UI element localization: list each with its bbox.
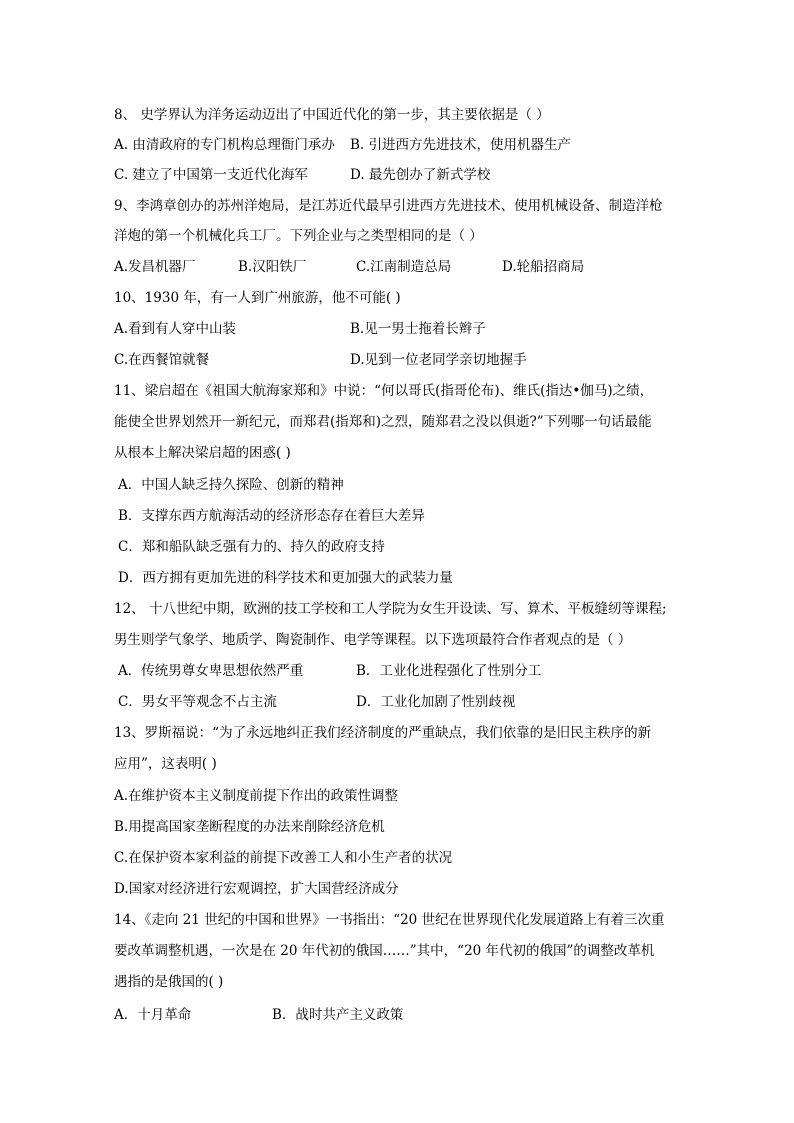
question-8-stem-text: 8、 史学界认为洋务运动迈出了中国近代化的第一步，其主要依据是（ ） <box>114 107 550 123</box>
question-8-option-d: D. 最先创办了新式学校 <box>350 167 491 183</box>
question-11-option-a: A．中国人缺乏持久探险、创新的精神 <box>118 477 344 493</box>
question-12-option-a: A．传统男尊女卑思想依然严重 <box>118 663 304 679</box>
question-12-stem-text-2: 男生则学气象学、地质学、陶瓷制作、电学等课程。以下选项最符合作者观点的是（ ） <box>114 632 632 648</box>
question-11-stem-text-1: 11、梁启超在《祖国大航海家郑和》中说：“何以哥氏(指哥伦布)、维氏(指达•伽马)之绩， <box>114 383 654 399</box>
question-10-option-b: B.见一男士拖着长辫子 <box>350 321 486 337</box>
question-9-option-c: C.江南制造总局 <box>356 259 452 275</box>
question-8-option-b: B. 引进西方先进技术，使用机器生产 <box>350 137 572 153</box>
question-13-option-d: D.国家对经济进行宏观调控，扩大国营经济成分 <box>114 881 399 897</box>
question-9-option-a: A.发昌机器厂 <box>114 259 196 275</box>
question-11-option-b: B．支撑东西方航海活动的经济形态存在着巨大差异 <box>118 508 425 524</box>
question-11-option-c: C．郑和船队缺乏强有力的、持久的政府支持 <box>118 539 385 555</box>
question-14-stem-text-1: 14、《走向 21 世纪的中国和世界》一书指出：“20 世纪在世界现代化发展道路上有着三次重 <box>114 912 665 928</box>
question-9-option-d: D.轮船招商局 <box>502 259 585 275</box>
question-9-stem-text-2: 洋炮的第一个机械化兵工厂。下列企业与之类型相同的是（ ） <box>114 228 483 244</box>
question-13-stem-text-1: 13、罗斯福说：“为了永远地纠正我们经济制度的严重缺点，我们依靠的是旧民主秩序的新 <box>114 725 652 741</box>
question-11-stem-text-2: 能使全世界划然开一新纪元，而郑君(指郑和)之烈，随郑君之没以俱逝?”下列哪一句话最能 <box>114 414 652 430</box>
question-10-option-d: D.见到一位老同学亲切地握手 <box>350 352 527 368</box>
question-13-option-b: B.用提高国家垄断程度的办法来削除经济危机 <box>114 819 385 835</box>
question-10-option-c: C.在西餐馆就餐 <box>114 352 210 368</box>
question-10-option-a: A.看到有人穿中山装 <box>114 321 237 337</box>
question-9-stem-text-1: 9、李鸿章创办的苏州洋炮局，是江苏近代最早引进西方先进技术、使用机械设备、制造洋枪 <box>114 198 663 214</box>
question-13-option-c: C.在保护资本家利益的前提下改善工人和小生产者的状况 <box>114 850 453 866</box>
question-12-stem-text-1: 12、 十八世纪中期，欧洲的技工学校和工人学院为女生开设读、写、算术、平板缝纫等课程; <box>114 601 667 617</box>
question-13-stem-text-2: 应用”，这表明( ) <box>114 756 217 772</box>
question-9-option-b: B.汉阳铁厂 <box>238 259 307 275</box>
question-13-option-a: A.在维护资本主义制度前提下作出的政策性调整 <box>114 788 399 804</box>
question-12-option-c: C．男女平等观念不占主流 <box>118 694 277 710</box>
question-14-option-b: B．战时共产主义政策 <box>272 1007 404 1023</box>
question-11-option-d: D．西方拥有更加先进的科学技术和更加强大的武装力量 <box>118 570 453 586</box>
question-14-option-a: A．十月革命 <box>114 1007 192 1023</box>
question-12-option-b: B．工业化进程强化了性别分工 <box>356 663 542 679</box>
question-8-option-c: C. 建立了中国第一支近代化海军 <box>114 167 308 183</box>
question-12-option-d: D．工业化加剧了性别歧视 <box>356 694 516 710</box>
question-11-stem-text-3: 从根本上解决梁启超的困惑( ) <box>114 445 291 461</box>
question-8-option-a: A. 由清政府的专门机构总理衙门承办 <box>114 137 335 153</box>
question-14-stem-text-2: 要改革调整机遇，一次是在 20 年代初的俄国……”其中，“20 年代初的俄国”的调整改革机 <box>114 943 655 959</box>
question-14-stem-text-3: 遇指的是俄国的( ) <box>114 974 224 990</box>
question-10-stem-text: 10、1930 年，有一人到广州旅游，他不可能( ) <box>114 290 401 306</box>
